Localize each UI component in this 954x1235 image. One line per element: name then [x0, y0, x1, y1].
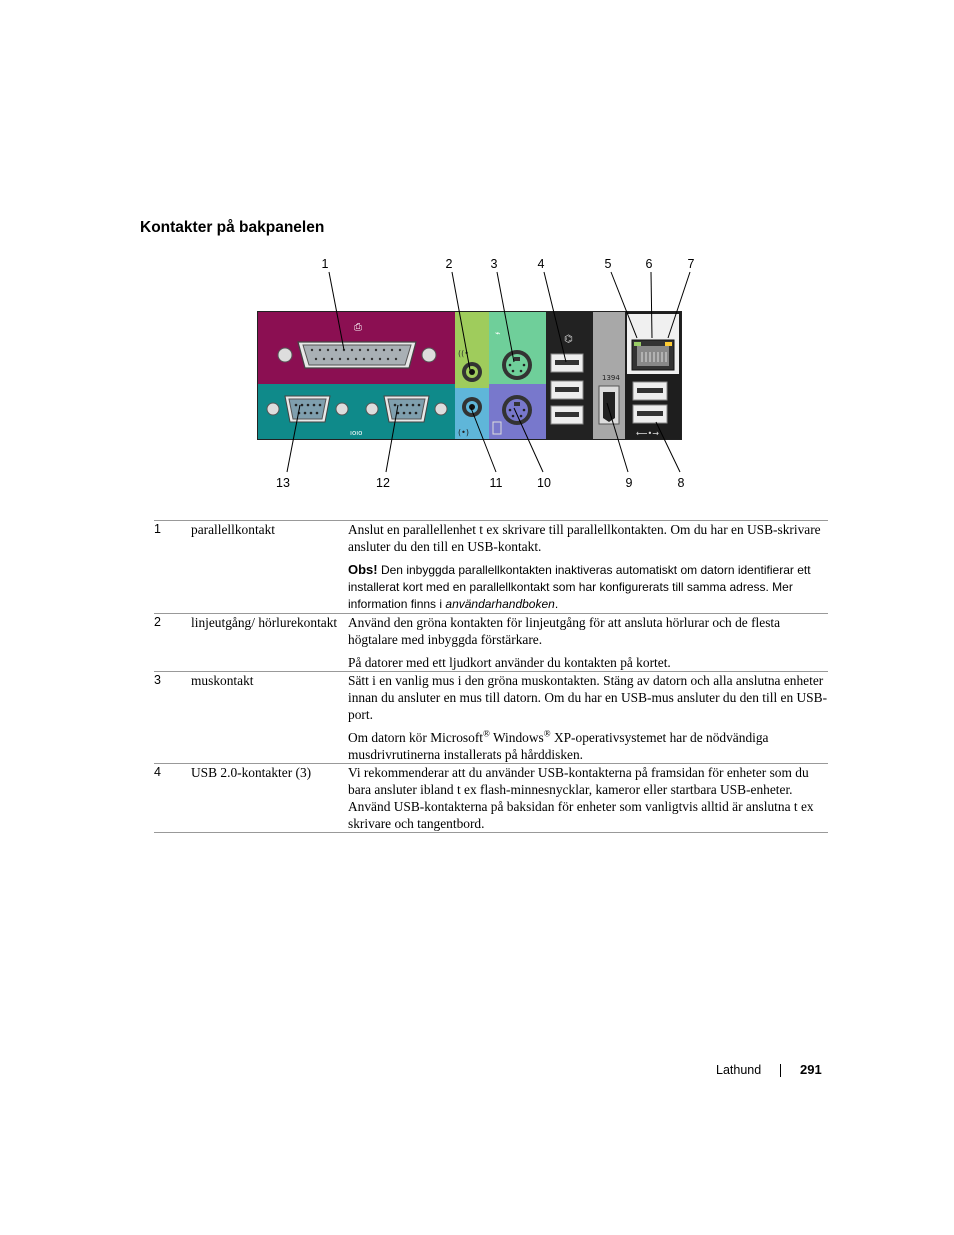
description-paragraph [348, 729, 828, 763]
table-row [154, 521, 828, 614]
connector-description [348, 614, 828, 672]
description-paragraph: På datorer med ett ljudkort använder du kontakten på kortet. [348, 655, 671, 670]
callout-11: 11 [489, 476, 503, 490]
svg-text:(•): (•) [458, 428, 469, 437]
callout-13: 13 [276, 476, 290, 490]
footer-label: Lathund [716, 1063, 762, 1077]
table-row [154, 764, 828, 833]
row-number: 3 [154, 673, 161, 687]
text-part: Om datorn kör Microsoft [348, 730, 483, 745]
svg-text:((•: ((• [458, 349, 469, 358]
registered-mark: ® [543, 728, 551, 739]
row-number: 4 [154, 765, 161, 779]
callout-1: 1 [321, 257, 329, 271]
back-panel-drawing [258, 312, 681, 439]
registered-mark: ® [483, 728, 490, 739]
svg-text:ıoıo: ıoıo [350, 429, 363, 437]
connector-name: linjeutgång/ hörlurekontakt [191, 615, 338, 630]
connector-name: muskontakt [191, 673, 254, 688]
svg-text:⟵•→: ⟵•→ [636, 429, 659, 438]
callout-3: 3 [490, 257, 498, 271]
callout-10: 10 [537, 476, 551, 490]
page-number: 291 [800, 1062, 822, 1077]
callout-6: 6 [645, 257, 653, 271]
callout-2: 2 [445, 257, 453, 271]
note [348, 561, 828, 613]
note-label: Obs! [348, 562, 378, 577]
table-row [154, 672, 828, 764]
connector-description [348, 672, 828, 764]
callout-5: 5 [604, 257, 612, 271]
connector-description [348, 764, 828, 833]
description-paragraph: Sätt i en vanlig mus i den gröna muskontakten. Stäng av datorn och alla anslutna enheter innan du ansluter en mus till datorn. Om du har en USB-mus ansluter du den till en USB-port. [348, 673, 828, 722]
description-paragraph: Vi rekommenderar att du använder USB-kontakterna på framsidan för enheter som du bara ansluter ibland t ex flash-minnesnycklar, kameror eller startbara USB-enheter. Använd USB-kontakterna på baksidan för enheter som vanligtvis alltid är anslutna t ex skrivare och tangentbord. [348, 765, 814, 831]
connector-table [154, 520, 828, 833]
text-part: Windows [489, 730, 544, 745]
back-panel-illustration [257, 311, 682, 440]
connector-description [348, 521, 828, 614]
text-part: XP-operativsystemet har de nödvändiga musdrivrutinerna installerats på hårddisken. [348, 730, 769, 762]
connector-name: USB 2.0-kontakter (3) [191, 765, 312, 780]
row-number: 1 [154, 522, 161, 536]
callout-4: 4 [537, 257, 545, 271]
svg-text:⌁: ⌁ [495, 329, 501, 339]
description-paragraph: Anslut en parallellenhet t ex skrivare till parallellkontakten. Om du har en USB-skrivare ansluter du den till en USB-kontakt. [348, 522, 821, 554]
note-italic: användarhandboken [445, 597, 555, 611]
description-paragraph: Använd den gröna kontakten för linjeutgång för att ansluta hörlurar och de flesta högtalare med inbyggda förstärkare. [348, 615, 781, 647]
note-end: . [554, 597, 559, 611]
section-title: Kontakter på bakpanelen [140, 219, 325, 236]
callout-12: 12 [376, 476, 390, 490]
svg-text:1394: 1394 [602, 374, 620, 382]
callout-7: 7 [687, 257, 695, 271]
usb-ports [551, 354, 583, 424]
footer-separator [780, 1064, 781, 1077]
table-row [154, 614, 828, 672]
svg-text:⎙: ⎙ [354, 322, 362, 333]
callout-8: 8 [677, 476, 685, 490]
svg-text:⌬: ⌬ [564, 334, 573, 345]
note-text: Den inbyggda parallellkontakten inaktiveras automatiskt om datorn identifierar ett installerat kort med en parallellkontakt som har konfigurerats till samma adress. Mer information finns i [348, 563, 811, 611]
row-number: 2 [154, 615, 161, 629]
connector-name: parallellkontakt [191, 522, 276, 537]
callout-9: 9 [625, 476, 633, 490]
